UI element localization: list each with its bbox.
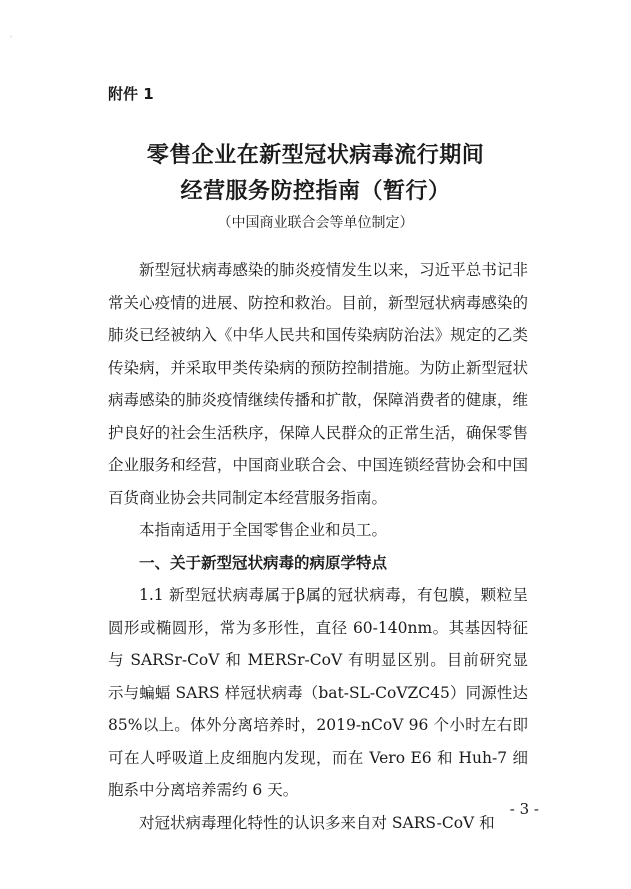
paragraph-1-1: 1.1 新型冠状病毒属于β属的冠状病毒，有包膜，颗粒呈圆形或椭圆形，常为多形性，直径 60-140nm。其基因特征与 SARSr-CoV 和 MERSr-CoV 有明显区别。目前研究显示与蝙蝠 SARS 样冠状病毒（bat-SL-CoVZC45）同源性达 85%以上。体外分离培养时，2019-nCoV 96 个小时左右即可在人呼吸道上皮细胞内发现，而在 Vero E6 和 Huh-7 细胞系中分离培养需约 6 天。 (108, 586, 528, 799)
section-heading-1: 一、关于新型冠状病毒的病原学特点 (139, 553, 388, 572)
document-subtitle: （中国商业联合会等单位制定） (217, 215, 414, 231)
paragraph-intro: 新型冠状病毒感染的肺炎疫情发生以来，习近平总书记非常关心疫情的进展、防控和救治。目前，新型冠状病毒感染的肺炎已经被纳入《中华人民共和国传染病防治法》规定的乙类传染病，并采取甲类传染病的预防控制措施。为防止新型冠状病毒感染的肺炎疫情继续传播和扩散，保障消费者的健康，维护良好的社会生活秩序，保障人民群众的正常生活，确保零售企业服务和经营，中国商业联合会、中国连锁经营协会和中国百货商业协会共同制定本经营服务指南。 (108, 261, 528, 507)
paragraph-continued: 对冠状病毒理化特性的认识多来自对 SARS-CoV 和 (139, 813, 495, 832)
document-body (108, 254, 528, 839)
scan-mark: ' (10, 35, 12, 43)
document-title-line-1: 零售企业在新型冠状病毒流行期间 (146, 143, 485, 168)
attachment-label: 附件 1 (108, 85, 154, 103)
document-title-line-2: 经营服务防控指南（暂行） (180, 179, 451, 204)
page-number: - 3 - (509, 800, 539, 818)
paragraph-scope: 本指南适用于全国零售企业和员工。 (139, 521, 388, 539)
